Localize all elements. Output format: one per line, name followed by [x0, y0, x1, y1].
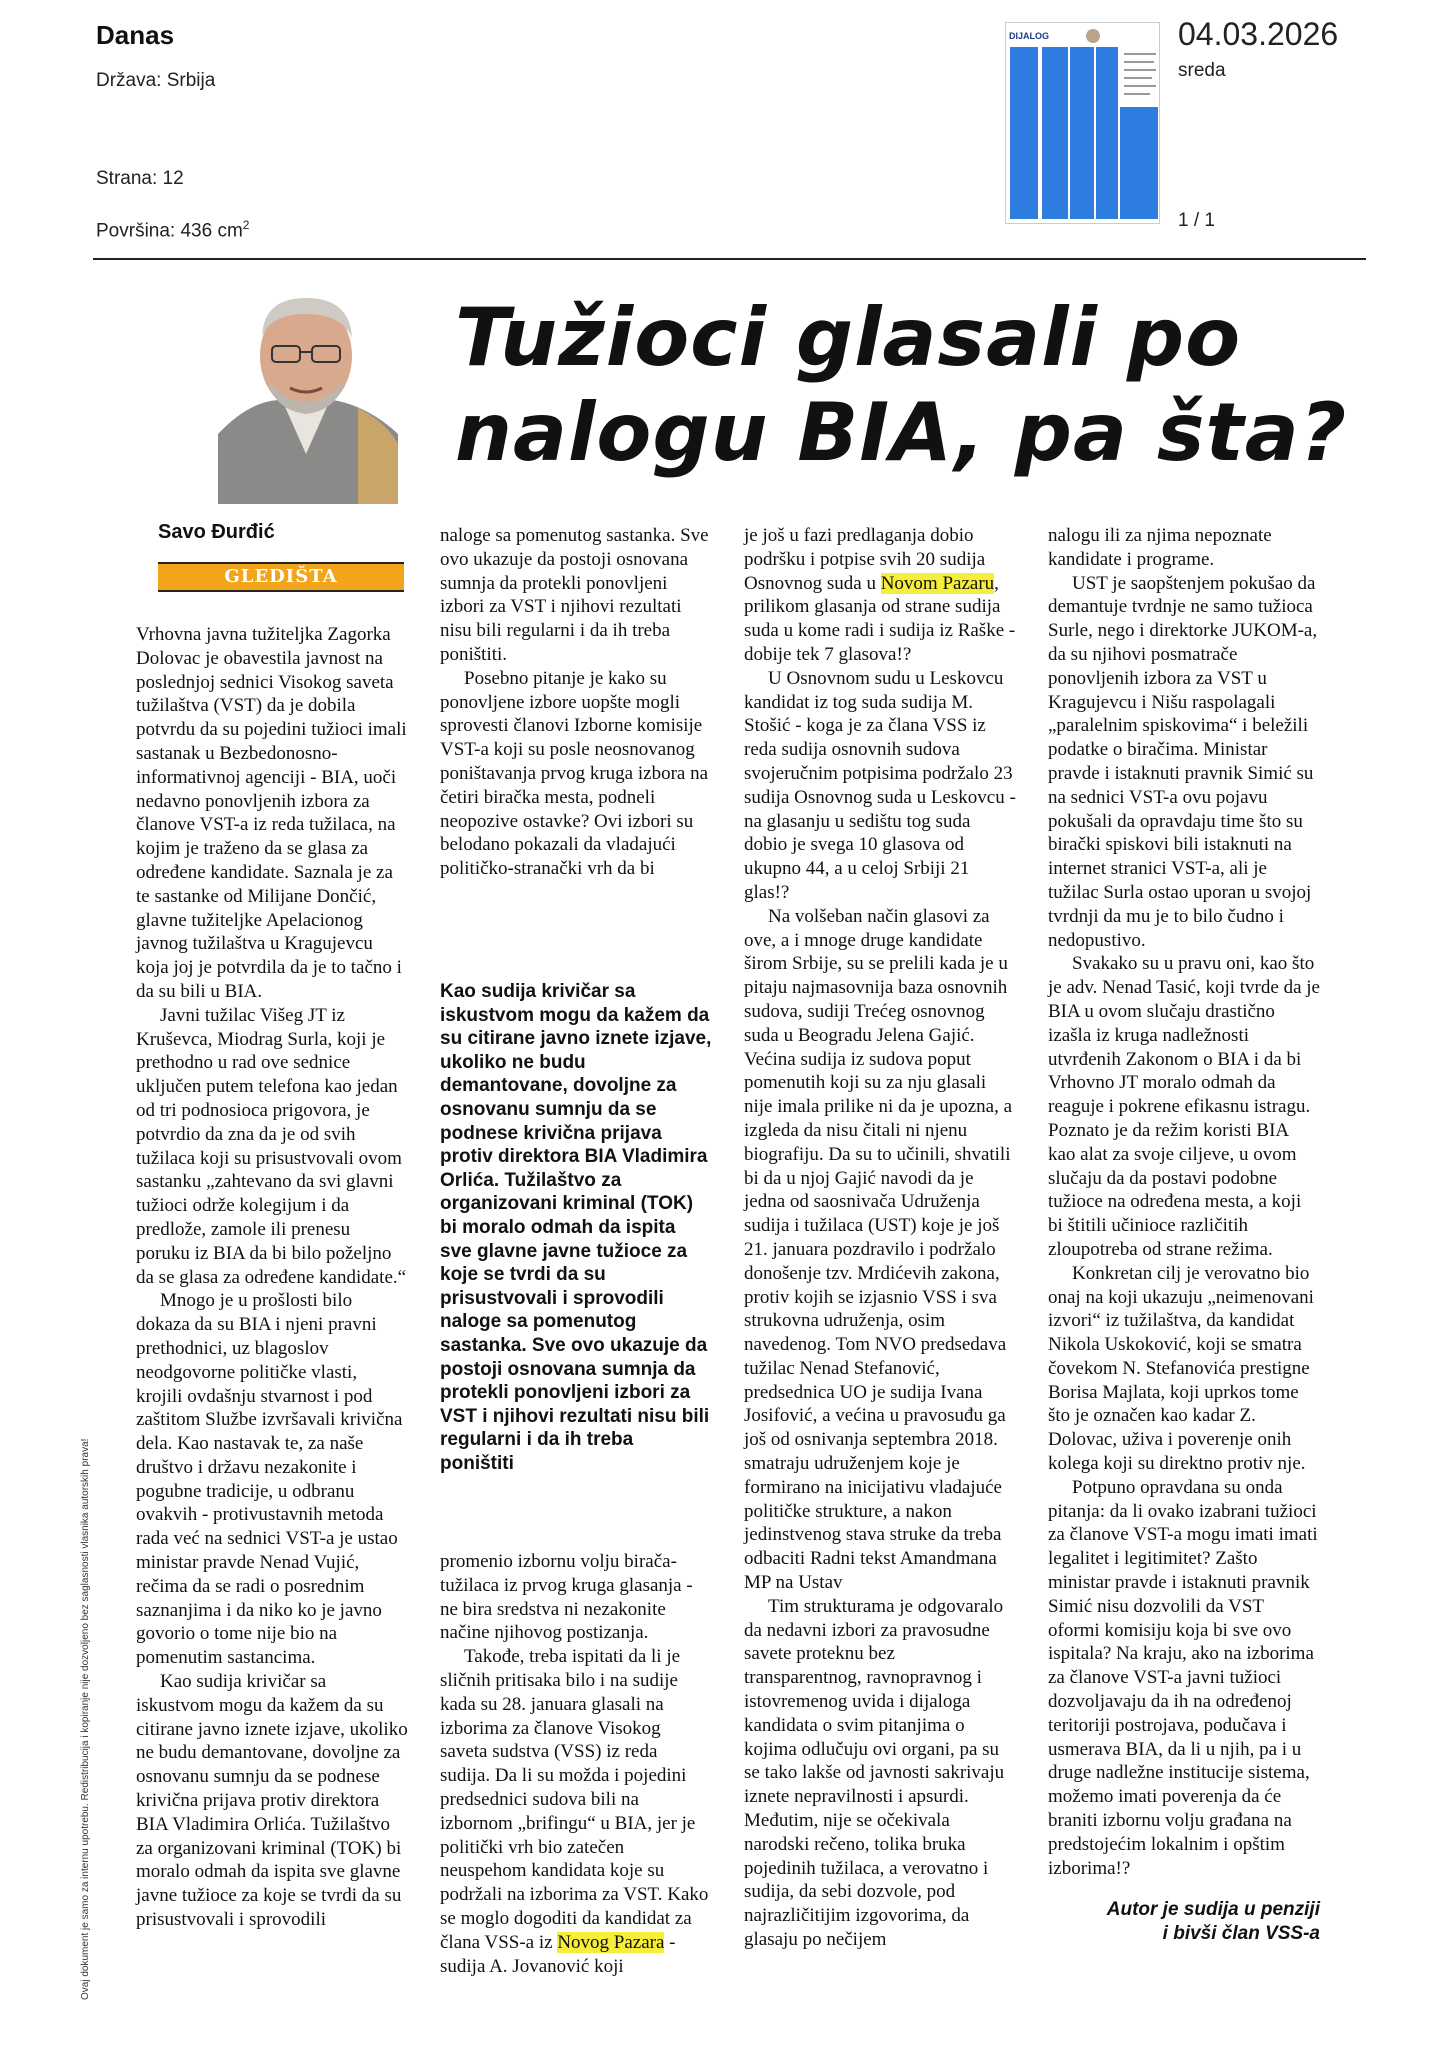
- paragraph: [440, 1645, 712, 1978]
- area-unit-exponent: 2: [242, 218, 250, 232]
- area-label: [96, 218, 249, 242]
- highlighted-term: Novog Pazara: [557, 1931, 665, 1953]
- thumbnail-column: [1070, 47, 1094, 219]
- article-column-4: [1048, 524, 1320, 1880]
- signoff-line: Autor je sudija u penziji: [1106, 1899, 1320, 1920]
- publication-name: Danas: [96, 20, 175, 50]
- page-number-label: Strana: 12: [96, 168, 184, 189]
- article-column-1: [136, 623, 408, 1932]
- paragraph: Javni tužilac Višeg JT iz Kruševca, Miodrag Surla, koji je prethodno u rad ove sednice uključen putem telefona kao jedan od tri podnosioca prigovora, je potvrdio da zna da je od svih tužilaca koji su prisustvovali ovom sastanku „zahtevano da svi glavni tužioci održe kolegijum i da predlože, zamole ili prenesu poruku iz BIA da bi bilo poželjno da se glasa za određene kandidate.“: [136, 1004, 407, 1288]
- thumbnail-masthead: DIJALOG: [1009, 31, 1050, 41]
- issue-date: 04.03.2026: [1178, 16, 1339, 52]
- author-signoff: [1040, 1898, 1320, 1946]
- thumbnail-text-line: [1124, 61, 1154, 63]
- pull-quote: Kao sudija krivičar sa iskustvom mogu da kažem da su citirane javno iznete izjave, ukoliko ne budu demantovane, dovoljne za osnovanu sumnju da se podnese krivična prijava protiv direktora BIA Vladimira Orlića. Tužilaštvo za organizovani kriminal (TOK) bi moralo odmah da ispita sve glavne javne tužioce za koje se tvrdi da su prisustvovali i sprovodili naloge sa pomenutog sastanka. Sve ovo ukazuje da postoji osnovana sumnja da protekli ponovljeni izbori za VST i njihovi rezultati nisu bili regularni i da ih treba poništiti: [440, 981, 712, 1474]
- thumbnail-text-line: [1124, 69, 1156, 71]
- article-column-2-top: [440, 524, 712, 881]
- header-divider: [93, 258, 1366, 260]
- paragraph-text: , prilikom glasanja od strane sudija suda u kome radi i sudija iz Raške - dobije tek 7 glasova!?: [744, 572, 1016, 665]
- paragraph: Posebno pitanje je kako su ponovljene izbore uopšte mogli sprovesti članovi Izborne komisije VST-a koji su posle neosnovanog poništavanja prvog kruga izbora na četiri biračka mesta, podneli neopozive ostavke? Ovi izbori su belodano pokazali da vladajući političko-stranački vrh da bi: [440, 667, 709, 880]
- paragraph: Na volšeban način glasovi za ove, a i mnoge druge kandidate širom Srbije, su se prelili kada je u pitaju najmasovnija baza osnovnih sudova, sudiji Trećeg osnovnog suda u Beogradu Jelena Gajić. Većina sudija iz sudova poput pomenutih koji su za nju glasali nije imala prilike ni da je upozna, a izgleda da nisu čitali ni njenu biografiju. Da su to učinili, shvatili bi da u njoj Gajić navodi da je jedna od saosnivača Udruženja sudija i tužilaca (UST) koje je još 21. januara pozdravilo i podržalo donošenje tzv. Mrdićevih zakona, protiv kojih se izjasnio VSS i sva strukovna udruženja, osim navedenog. Tom NVO predsedava tužilac Nenad Stefanović, predsednica UO je sudija Ivana Josifović, a većina u pravosuđu ga još od osnivanja septembra 2018. smatraju udruženjem koje je formirano na inicijativu vladajuće političke strukture, a nakon jedinstvenog stava struke da treba odbaciti Radni tekst Amandmana MP na Ustav: [744, 905, 1013, 1594]
- paragraph: [744, 524, 1016, 667]
- section-kicker: GLEDIŠTA: [224, 566, 338, 587]
- paragraph: nalogu ili za njima nepoznate kandidate i programe.: [1048, 525, 1272, 570]
- page-thumbnail[interactable]: [1005, 22, 1160, 224]
- area-text: Površina: 436 cm: [96, 220, 243, 242]
- paragraph: Konkretan cilj je verovatno bio onaj na koji ukazuju „neimenovani izvori“ iz tužilaštva, da kandidat Nikola Uskoković, koji se smatra čovekom N. Stefanovića prestigne Borisa Majlata, koji uprkos tome što je označen kao kadar Z. Dolovac, uživa i poverenje onih kolega koji su direktno protiv nje.: [1048, 1262, 1314, 1475]
- paragraph: Svakako su u pravu oni, kao što je adv. Nenad Tasić, koji tvrde da je BIA u ovom slučaju drastično izašla iz kruga nadležnosti utvrđenih Zakonom o BIA i da bi Vrhovno JT moralo odmah da reaguje i pokrene efikasnu istragu. Poznato je da režim koristi BIA kao alat za svoje ciljeve, u ovom slučaju da da postavi podobne tužioce na određena mesta, a koji bi štitili učinioce različitih zloupotreba od strane režima.: [1048, 953, 1320, 1260]
- thumbnail-column: [1010, 47, 1038, 219]
- paragraph: promenio izbornu volju birača-tužilaca iz prvog kruga glasanja - ne bira sredstva ni nezakonite načine njihovog postizanja.: [440, 1551, 693, 1644]
- paragraph-text: - sudija A. Jovanović koji: [440, 1931, 676, 1977]
- paragraph: Potpuno opravdana su onda pitanja: da li ovako izabrani tužioci za članove VST-a mogu imati imati legalitet i legitimitet? Zašto ministar pravde i istaknuti pravnik Simić nisu dozvolili da VST oformi komisiju koja bi sve ovo ispitala? Na kraju, ako na izborima za članove VST-a javni tužioci dozvoljavaju da ih na određenoj teritoriji postrojava, podučava i usmerava BIA, da li u njih, pa i u druge nadležne institucije sistema, možemo imati poverenja da će braniti izbornu volju građana na predstojećim lokalnim i opštim izborima!?: [1048, 1476, 1318, 1879]
- issue-weekday: sreda: [1178, 60, 1226, 81]
- country-label: Država: Srbija: [96, 70, 216, 91]
- paragraph: Tim strukturama je odgovaralo da nedavni izbori za pravosudne savete proteknu bez transparentnog, ravnopravnog i istovremenog uvida i dijaloga kandidata o svim pitanjima o kojima odlučuju ovi organi, pa su se tako lakše od javnosti sakrivaju iznete nepravilnosti i apsurdi. Međutim, nije se očekivala narodski rečeno, tolika bruka pojedinih tužilaca, a verovatno i sudija, da sebi dozvole, pod najrazličitijim izgovorima, da glasaju po nečijem: [744, 1595, 1005, 1951]
- paragraph: Mnogo je u prošlosti bilo dokaza da su BIA i njeni pravni prethodnici, uz blagoslov neodgovorne političke vlasti, krojili ovdašnju stvarnost i pod zaštitom Službe izvršavali krivična dela. Kao nastavak te, za naše društvo i državu nezakonite i pogubne tradicije, u odbranu ovakvih - protivustavnih metoda rada već na sednici VST-a je ustao ministar pravde Nenad Vujić, rečima da se radi o posrednim saznanjima i da niko ko je javno govorio o tome nije bio na pomenutim sastancima.: [136, 1290, 403, 1669]
- thumbnail-text-line: [1124, 93, 1150, 95]
- paragraph: naloge sa pomenutog sastanka. Sve ovo ukazuje da postoji osnovana sumnja da protekli ponovljeni izbori za VST i njihovi rezultati nisu bili regularni i da ih treba poništiti.: [440, 525, 709, 665]
- signoff-line: i bivši član VSS-a: [1162, 1923, 1320, 1944]
- paragraph: UST je saopštenjem pokušao da demantuje tvrdnje ne samo tužioca Surle, nego i direktorke JUKOM-a, da su njihovi posmatrače ponovljenih izbora za VST u Kragujevcu i Nišu raspolagali „paralelnim spiskovima“ i beležili podatke o biračima. Ministar pravde i istaknuti pravnik Simić su na sednici VST-a ovu pojavu pokušali da opravdaju time što su birački spiskovi bili istaknuti na internet stranici VST-a, ali je tužilac Surla ostao uporan u svojoj tvrdnji da mu je to bilo čudno i nedopustivo.: [1048, 572, 1318, 951]
- author-name: Savo Đurđić: [158, 521, 275, 543]
- author-photo: [208, 284, 403, 504]
- copyright-side-note: Ovaj dokument je samo za internu upotrebu. Redistribucija i kopiranje nije dozvoljeno bez saglasnosti vlasnika autorskih prava!: [80, 1438, 91, 2000]
- page-counter: 1 / 1: [1178, 210, 1215, 231]
- article-headline: Tužioci glasali po nalogu BIA, pa šta?: [455, 291, 1348, 479]
- thumbnail-column: [1120, 107, 1158, 219]
- thumbnail-column: [1042, 47, 1068, 219]
- thumbnail-text-line: [1124, 53, 1156, 55]
- thumbnail-text-line: [1124, 85, 1156, 87]
- highlighted-term: Novom Pazaru: [880, 572, 995, 594]
- paragraph: U Osnovnom sudu u Leskovcu kandidat iz tog suda sudija M. Stošić - koga je za člana VSS iz reda sudija osnovnih sudova svojeručnim potpisima podržalo 23 sudija Osnovnog suda u Leskovcu - na glasanju u sedištu tog suda dobio je svega 10 glasova od ukupno 44, a u celoj Srbiji 21 glas!?: [744, 667, 1016, 903]
- thumbnail-text-line: [1124, 77, 1152, 79]
- article-column-3: [744, 524, 1016, 1952]
- paragraph-text: Takođe, treba ispitati da li je sličnih pritisaka bilo i na sudije kada su 28. januara glasali na izborima za članove Visokog saveta sudstva (VSS) iz reda sudija. Da li su možda i pojedini predsednici sudova bili na izbornom „brifingu“ u BIA, jer je politički vrh bio zatečen neuspehom kandidata koje su podržali na izborima za VST. Kako se moglo dogoditi da kandidat za člana VSS-a iz: [440, 1646, 709, 1953]
- article-column-2-bottom: [440, 1550, 712, 1978]
- paragraph: Vrhovna javna tužiteljka Zagorka Dolovac je obavestila javnost na poslednjoj sednici Visokog saveta tužilaštva (VST) da je dobila potvrdu da su pojedini tužioci imali sastanak u Bezbedonosno-informativnoj agenciji - BIA, uoči nedavno ponovljenih izbora za članove VST-a iz reda tužilaca, na kojim je traženo da se glasa za određene kandidate. Saznala je za te sastanke od Milijane Dončić, glavne tužiteljke Apelacionog javnog tužilaštva u Kragujevcu koja joj je potvrdila da je to tačno i da su bili u BIA.: [136, 624, 407, 1002]
- thumbnail-portrait-icon: [1086, 29, 1100, 43]
- paragraph: Kao sudija krivičar sa iskustvom mogu da kažem da su citirane javno iznete izjave, ukoliko ne budu demantovane, dovoljne za osnovanu sumnju da se podnese krivična prijava protiv direktora BIA Vladimira Orlića. Tužilaštvo za organizovani kriminal (TOK) bi moralo odmah da ispita sve glavne javne tužioce za koje se tvrdi da su prisustvovali i sprovodili: [136, 1671, 408, 1931]
- thumbnail-column: [1096, 47, 1118, 219]
- author-portrait-icon: [208, 284, 403, 504]
- paragraph-text: je još u fazi predlaganja dobio podršku i potpise svih 20 sudija Osnovnog suda u: [744, 525, 986, 594]
- section-kicker-bar: [158, 562, 404, 592]
